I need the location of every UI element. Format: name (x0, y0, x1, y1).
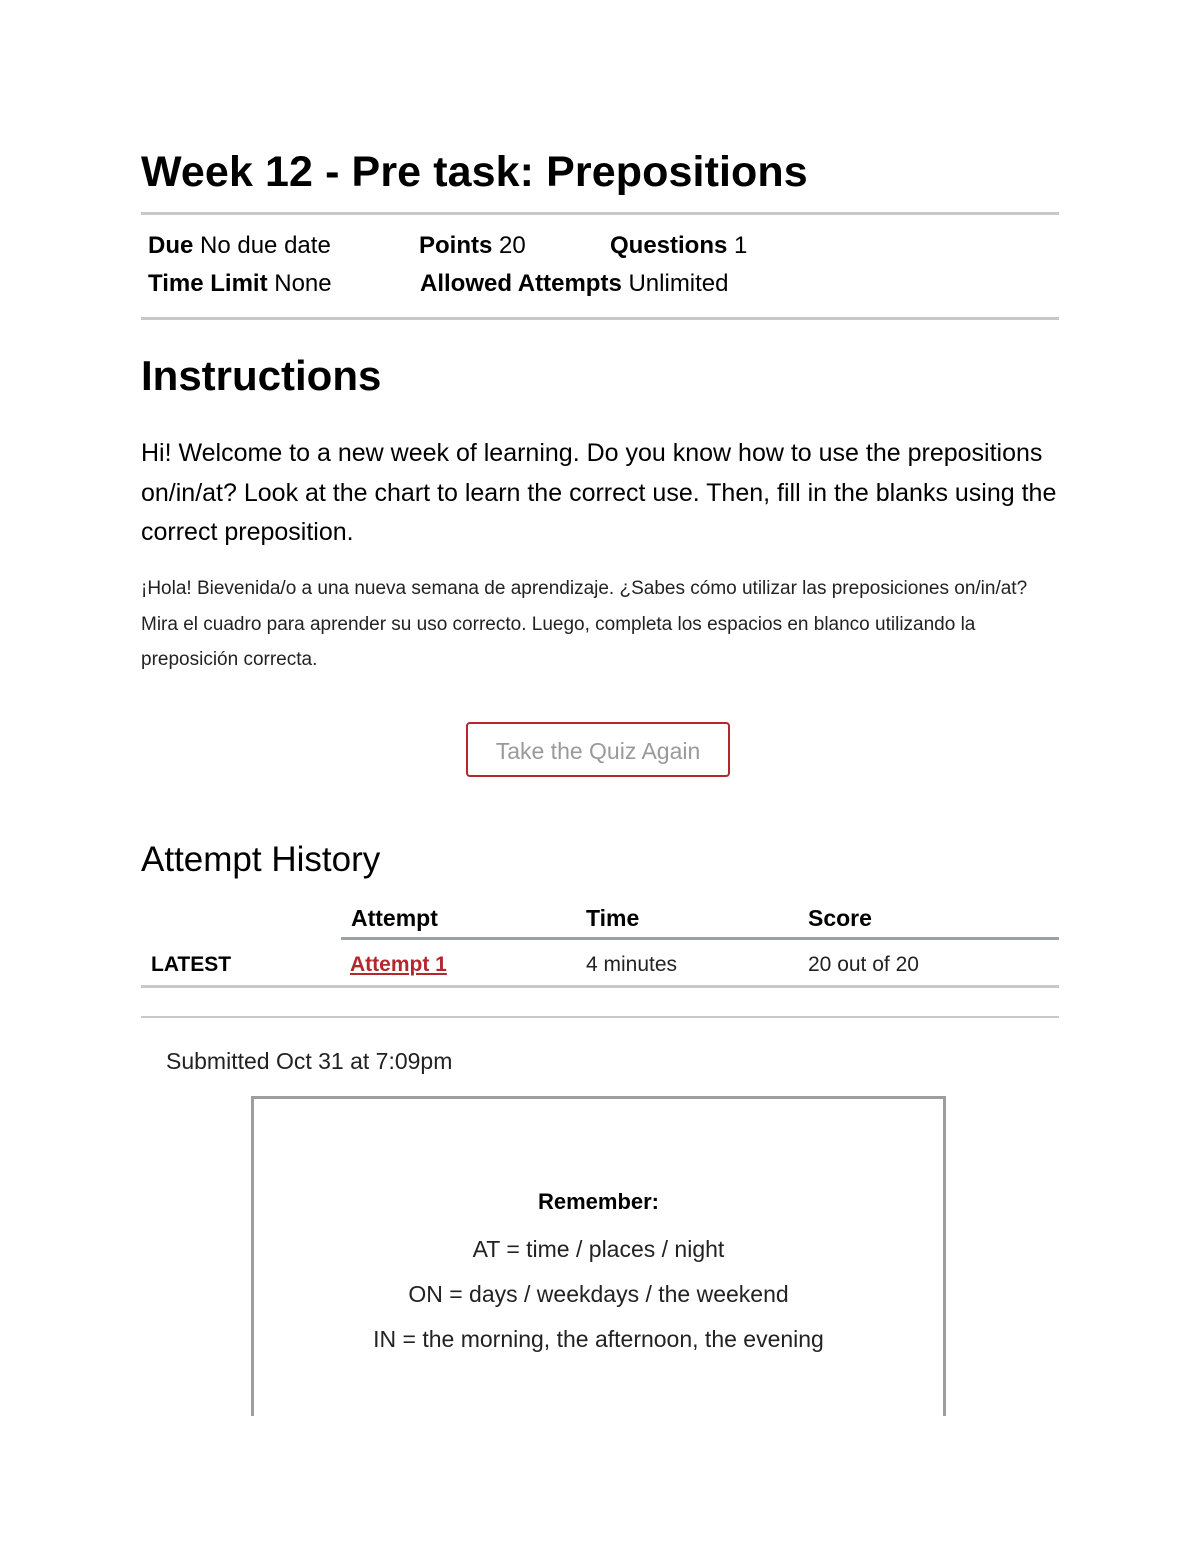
page-title: Week 12 - Pre task: Prepositions (141, 148, 808, 196)
time-limit-detail (148, 269, 332, 299)
time-limit-label: Time Limit (148, 270, 268, 297)
attempt-1-link[interactable]: Attempt 1 (350, 953, 447, 976)
take-quiz-again-button[interactable]: Take the Quiz Again (466, 722, 730, 777)
questions-detail (610, 231, 747, 261)
instructions-text-spanish: ¡Hola! Bievenida/o a una nueva semana de aprendizaje. ¿Sabes cómo utilizar las preposiciones on/in/at? Mira el cuadro para aprender su uso correcto. Luego, completa los espacios en blanco utilizando la preposición correcta. (141, 578, 1028, 670)
allowed-attempts-label: Allowed Attempts (420, 270, 622, 297)
attempt-score: 20 out of 20 (808, 953, 919, 976)
time-limit-value: None (274, 270, 332, 297)
table-row-divider (141, 985, 1059, 988)
questions-label: Questions (610, 232, 728, 259)
rule-in: IN = the morning, the afternoon, the evening (373, 1326, 824, 1352)
attempt-status-latest: LATEST (151, 953, 232, 976)
points-label: Points (419, 232, 493, 259)
divider (141, 212, 1059, 215)
rule-on: ON = days / weekdays / the weekend (408, 1281, 789, 1307)
submitted-timestamp: Submitted Oct 31 at 7:09pm (166, 1048, 453, 1074)
table-header-divider (341, 937, 1059, 940)
due-detail (148, 231, 331, 261)
questions-value: 1 (734, 232, 748, 259)
remember-heading: Remember: (537, 1189, 660, 1214)
attempt-time: 4 minutes (586, 953, 678, 976)
divider (141, 1016, 1059, 1018)
instructions-text-english: Hi! Welcome to a new week of learning. Do you know how to use the prepositions on/in/at? Look at the chart to learn the correct use. Then, fill in the blanks using the correct preposition. (141, 439, 1057, 546)
rule-at: AT = time / places / night (472, 1236, 725, 1262)
column-header-attempt: Attempt (351, 905, 438, 931)
column-header-time: Time (586, 905, 640, 931)
points-detail (419, 231, 526, 261)
instructions-heading: Instructions (141, 352, 382, 399)
points-value: 20 (499, 232, 526, 259)
due-label: Due (148, 232, 194, 259)
allowed-attempts-value: Unlimited (628, 270, 729, 297)
attempt-history-heading: Attempt History (141, 840, 381, 879)
due-value: No due date (200, 232, 331, 259)
divider (141, 317, 1059, 320)
allowed-attempts-detail (420, 269, 729, 299)
column-header-score: Score (808, 905, 872, 931)
